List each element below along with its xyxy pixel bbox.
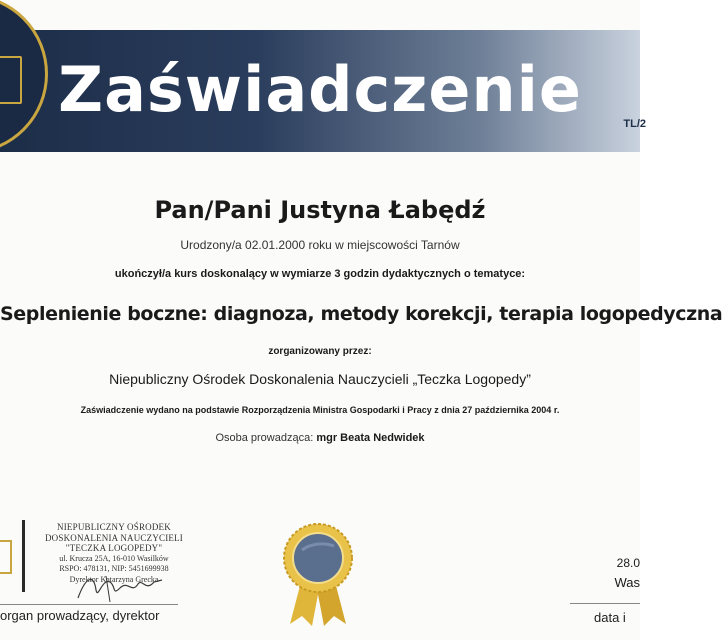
issue-place: Was <box>614 575 640 590</box>
signature-rule <box>0 604 178 605</box>
stamp-line: "TECZKA LOGOPEDY" <box>65 543 163 553</box>
stamp-line: ul. Krucza 25A, 16-010 Wasilków <box>59 553 169 563</box>
date-rule <box>570 603 640 604</box>
course-leader <box>0 432 640 444</box>
stamp-line: DOSKONALENIA NAUCZYCIELI <box>44 532 184 543</box>
stamp-logo-icon <box>0 540 12 574</box>
signatory-label: organ prowadzący, dyrektor <box>0 608 160 623</box>
stamp-line: NIEPUBLICZNY OŚRODEK <box>57 522 171 532</box>
birth-info: Urodzony/a 02.01.2000 roku w miejscowości Tarnów <box>180 238 460 252</box>
organizer-name: Niepubliczny Ośrodek Doskonalenia Nauczycieli „Teczka Logopedy” <box>109 371 531 387</box>
handwritten-signature <box>76 570 166 606</box>
date-label: data i <box>594 610 626 625</box>
stamp-line: RSPO: 478131, NIP: 5451699938 <box>59 564 169 573</box>
course-topic: Seplenienie boczne: diagnoza, metody korekcji, terapia logopedyczna <box>0 303 722 325</box>
organized-by-label: zorganizowany przez: <box>268 346 372 357</box>
award-medal-icon <box>282 520 354 628</box>
completion-statement: ukończył/a kurs doskonalący w wymiarze 3 godzin dydaktycznych o tematyce: <box>114 268 526 280</box>
date-place-block <box>614 556 640 590</box>
recipient-name: Pan/Pani Justyna Łabędź <box>154 196 486 224</box>
certificate-code: TL/2 <box>623 118 646 130</box>
course-leader-name: mgr Beata Nedwidek <box>316 432 425 444</box>
stamp-line: Dyrektor Katarzyna Grecka <box>69 574 159 584</box>
issue-date: 28.0 <box>616 556 640 570</box>
legal-basis: Zaświadczenie wydano na podstawie Rozporządzenia Ministra Gospodarki i Pracy z dnia 27 października 2004 r. <box>80 405 560 415</box>
course-leader-label: Osoba prowadząca: <box>215 432 314 444</box>
certificate-title: Zaświadczenie <box>58 53 582 126</box>
stamp-divider <box>22 520 25 592</box>
